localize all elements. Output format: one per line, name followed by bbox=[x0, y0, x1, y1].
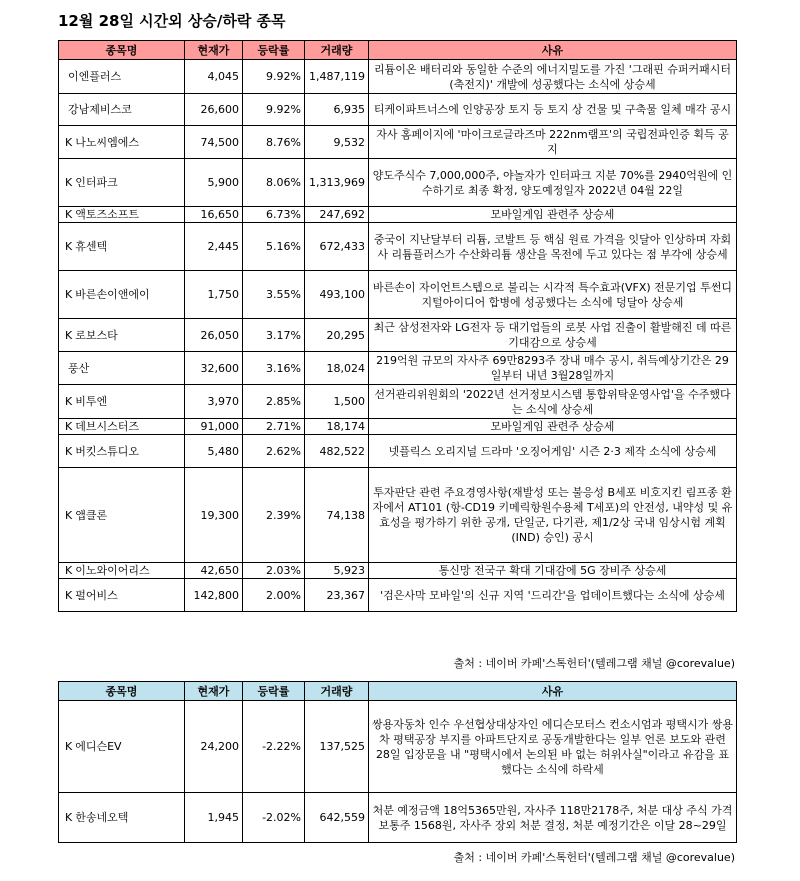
table-row bbox=[59, 563, 737, 579]
stock-name-cell bbox=[59, 319, 185, 352]
header-name: 종목명 bbox=[59, 41, 185, 60]
reason-cell: 최근 삼성전자와 LG전자 등 대기업들의 로봇 사업 진출이 활발해진 데 따른 기대감으로 상승세 bbox=[369, 319, 737, 352]
market-k-mark: K bbox=[65, 176, 73, 189]
price-cell: 142,800 bbox=[185, 579, 243, 612]
price-cell: 91,000 bbox=[185, 419, 243, 435]
stock-name: 데브시스터즈 bbox=[75, 420, 139, 433]
rate-cell: 8.06% bbox=[243, 159, 305, 207]
volume-cell: 18,024 bbox=[305, 352, 369, 385]
market-k-mark: K bbox=[65, 395, 73, 408]
page-title: 12월 28일 시간외 상승/하락 종목 bbox=[58, 12, 286, 30]
stock-name-cell bbox=[59, 419, 185, 435]
table-row bbox=[59, 223, 737, 271]
table-row bbox=[59, 701, 737, 793]
stock-name: 액토즈소프트 bbox=[75, 208, 139, 221]
market-k-mark: K bbox=[65, 288, 73, 301]
stock-name: 인터파크 bbox=[75, 176, 118, 189]
rate-cell: 9.92% bbox=[243, 60, 305, 94]
reason-cell: 양도주식수 7,000,000주, 야놀자가 인터파크 지분 70%를 2940억원에 인수하기로 최종 확정, 양도예정일자 2022년 04월 22일 bbox=[369, 159, 737, 207]
volume-cell: 1,500 bbox=[305, 385, 369, 419]
rate-cell: 3.17% bbox=[243, 319, 305, 352]
reason-cell: 219억원 규모의 자사주 69만8293주 장내 매수 공시, 취득예상기간은 29일부터 내년 3월28일까지 bbox=[369, 352, 737, 385]
volume-cell: 9,532 bbox=[305, 126, 369, 159]
market-k-mark: K bbox=[65, 740, 73, 753]
table-row bbox=[59, 385, 737, 419]
header-rate: 등락률 bbox=[243, 41, 305, 60]
reason-cell: 티케이파트너스에 인양공장 토지 등 토지 상 건물 및 구축물 일체 매각 공시 bbox=[369, 94, 737, 126]
rate-cell: 2.71% bbox=[243, 419, 305, 435]
rate-cell: -2.02% bbox=[243, 793, 305, 843]
reason-cell: 모바일게임 관련주 상승세 bbox=[369, 207, 737, 223]
price-cell: 16,650 bbox=[185, 207, 243, 223]
stock-name: 버킷스튜디오 bbox=[75, 444, 139, 458]
stock-name: 나노씨엠에스 bbox=[75, 135, 139, 149]
stock-name-cell bbox=[59, 435, 185, 468]
volume-cell: 74,138 bbox=[305, 468, 369, 563]
rate-cell: 5.16% bbox=[243, 223, 305, 271]
price-cell: 26,050 bbox=[185, 319, 243, 352]
volume-cell: 20,295 bbox=[305, 319, 369, 352]
stock-name: 에디슨EV bbox=[75, 740, 122, 753]
rate-cell: 2.85% bbox=[243, 385, 305, 419]
volume-cell: 23,367 bbox=[305, 579, 369, 612]
stock-name: 앱클론 bbox=[75, 508, 108, 522]
price-cell: 3,970 bbox=[185, 385, 243, 419]
stock-name-cell bbox=[59, 271, 185, 319]
reason-cell: 투자판단 관련 주요경영사항(재발성 또는 불응성 B세포 비호지킨 림프종 환자에서 AT101 (항-CD19 키메릭항원수용체 T세포)의 안전성, 내약성 및 유효성을 평가하기 위한 공개, 단일군, 다기관, 제1/2상 국내 임상시험 계획(IND) 승인) 공시 bbox=[369, 468, 737, 563]
reason-cell: 모바일게임 관련주 상승세 bbox=[369, 419, 737, 435]
stock-name: 이노와이어리스 bbox=[75, 564, 150, 577]
table-row bbox=[59, 94, 737, 126]
stock-name: 한송네오텍 bbox=[75, 811, 129, 824]
source-note: 출처 : 네이버 카페'스톡헌터'(텔레그램 채널 @corevalue) bbox=[453, 851, 735, 864]
stock-name-cell bbox=[59, 579, 185, 612]
volume-cell: 493,100 bbox=[305, 271, 369, 319]
rate-cell: 2.03% bbox=[243, 563, 305, 579]
market-k-mark: K bbox=[65, 420, 73, 433]
table-row bbox=[59, 435, 737, 468]
price-cell: 26,600 bbox=[185, 94, 243, 126]
market-k-mark: K bbox=[65, 328, 73, 342]
header-reason: 사유 bbox=[369, 682, 737, 701]
stock-name: 비투엔 bbox=[75, 395, 108, 408]
rate-cell: 2.62% bbox=[243, 435, 305, 468]
market-k-mark: K bbox=[65, 240, 73, 253]
price-cell: 1,750 bbox=[185, 271, 243, 319]
rate-cell: 2.00% bbox=[243, 579, 305, 612]
stock-name: 강남제비스코 bbox=[68, 103, 132, 116]
price-cell: 24,200 bbox=[185, 701, 243, 793]
volume-cell: 482,522 bbox=[305, 435, 369, 468]
stock-name-cell bbox=[59, 385, 185, 419]
reason-cell: 선거관리위원회의 '2022년 선거정보시스템 통합위탁운영사업'을 수주했다는 소식에 상승세 bbox=[369, 385, 737, 419]
volume-cell: 6,935 bbox=[305, 94, 369, 126]
stock-name-cell bbox=[59, 60, 185, 94]
market-k-mark: K bbox=[65, 508, 73, 522]
losers-table bbox=[58, 681, 737, 843]
rate-cell: 3.16% bbox=[243, 352, 305, 385]
volume-cell: 247,692 bbox=[305, 207, 369, 223]
price-cell: 32,600 bbox=[185, 352, 243, 385]
price-cell: 5,900 bbox=[185, 159, 243, 207]
source-note: 출처 : 네이버 카페'스톡헌터'(텔레그램 채널 @corevalue) bbox=[453, 657, 735, 670]
stock-name-cell bbox=[59, 563, 185, 579]
header-price: 현재가 bbox=[185, 682, 243, 701]
price-cell: 5,480 bbox=[185, 435, 243, 468]
reason-cell: 바른손이 자이언트스텝으로 불리는 시각적 특수효과(VFX) 전문기업 투썬디지털아이디어 합병에 성공했다는 소식에 덩달아 상승세 bbox=[369, 271, 737, 319]
table-row bbox=[59, 419, 737, 435]
losers-header-row bbox=[59, 682, 737, 701]
header-name: 종목명 bbox=[59, 682, 185, 701]
reason-cell: 넷플릭스 오리지널 드라마 '오징어게임' 시즌 2·3 제작 소식에 상승세 bbox=[369, 435, 737, 468]
price-cell: 42,650 bbox=[185, 563, 243, 579]
table-row bbox=[59, 159, 737, 207]
stock-name-cell bbox=[59, 159, 185, 207]
reason-cell: 쌍용자동차 인수 우선협상대상자인 에디슨모터스 컨소시엄과 평택시가 쌍용차 평택공장 부지를 아파트단지로 공동개발한다는 일부 언론 보도와 관련 28일 입장문을 내 "평택시에서 논의된 바 없는 허위사실"이라고 유감을 표했다는 소식에 하락세 bbox=[369, 701, 737, 793]
reason-cell: 리튬이온 배터리와 동일한 수준의 에너지밀도를 가진 '그래핀 슈퍼커패시터(축전지)' 개발에 성공했다는 소식에 상승세 bbox=[369, 60, 737, 94]
gainers-header-row bbox=[59, 41, 737, 60]
market-k-mark: K bbox=[65, 588, 73, 602]
market-k-mark: K bbox=[65, 444, 73, 458]
rate-cell: 3.55% bbox=[243, 271, 305, 319]
stock-name-cell bbox=[59, 223, 185, 271]
rate-cell: -2.22% bbox=[243, 701, 305, 793]
reason-cell: 통신망 전국구 확대 기대감에 5G 장비주 상승세 bbox=[369, 563, 737, 579]
header-price: 현재가 bbox=[185, 41, 243, 60]
reason-cell: 자사 홈페이지에 '마이크로글라즈마 222nm램프'의 국립전파인증 획득 공지 bbox=[369, 126, 737, 159]
table-row bbox=[59, 207, 737, 223]
volume-cell: 5,923 bbox=[305, 563, 369, 579]
header-volume: 거래량 bbox=[305, 41, 369, 60]
table-row bbox=[59, 468, 737, 563]
volume-cell: 1,487,119 bbox=[305, 60, 369, 94]
gainers-table bbox=[58, 40, 737, 612]
volume-cell: 1,313,969 bbox=[305, 159, 369, 207]
stock-name-cell bbox=[59, 468, 185, 563]
stock-name: 풍산 bbox=[68, 361, 90, 375]
stock-name-cell bbox=[59, 207, 185, 223]
stock-name-cell bbox=[59, 126, 185, 159]
table-row bbox=[59, 271, 737, 319]
market-k-mark: K bbox=[65, 135, 73, 149]
stock-name: 바른손이앤에이 bbox=[75, 288, 150, 301]
stock-name-cell bbox=[59, 94, 185, 126]
stock-name: 펄어비스 bbox=[75, 588, 118, 602]
volume-cell: 18,174 bbox=[305, 419, 369, 435]
table-row bbox=[59, 126, 737, 159]
rate-cell: 2.39% bbox=[243, 468, 305, 563]
rate-cell: 6.73% bbox=[243, 207, 305, 223]
header-volume: 거래량 bbox=[305, 682, 369, 701]
volume-cell: 137,525 bbox=[305, 701, 369, 793]
header-rate: 등락률 bbox=[243, 682, 305, 701]
stock-name: 휴센텍 bbox=[75, 240, 108, 253]
price-cell: 74,500 bbox=[185, 126, 243, 159]
reason-cell: '검은사막 모바일'의 신규 지역 '드리간'을 업데이트했다는 소식에 상승세 bbox=[369, 579, 737, 612]
market-k-mark: K bbox=[65, 208, 73, 221]
reason-cell: 중국이 지난달부터 리튬, 코발트 등 핵심 원료 가격을 잇달아 인상하며 자회사 리튬플러스가 수산화리튬 생산을 목전에 두고 있다는 점 부각에 상승세 bbox=[369, 223, 737, 271]
table-row bbox=[59, 60, 737, 94]
stock-name-cell bbox=[59, 701, 185, 793]
header-reason: 사유 bbox=[369, 41, 737, 60]
market-k-mark: K bbox=[65, 811, 73, 824]
table-row bbox=[59, 579, 737, 612]
market-k-mark: K bbox=[65, 564, 73, 577]
reason-cell: 처분 예정금액 18억5365만원, 자사주 118만2178주, 처분 대상 주식 가격 보통주 1568원, 자사주 장외 처분 결정, 처분 예정기간은 이달 28~29일 bbox=[369, 793, 737, 843]
table-row bbox=[59, 319, 737, 352]
stock-name: 로보스타 bbox=[75, 328, 118, 342]
stock-name: 이엔플러스 bbox=[68, 70, 122, 83]
stock-name-cell bbox=[59, 352, 185, 385]
rate-cell: 8.76% bbox=[243, 126, 305, 159]
rate-cell: 9.92% bbox=[243, 94, 305, 126]
table-row bbox=[59, 352, 737, 385]
stock-name-cell bbox=[59, 793, 185, 843]
price-cell: 4,045 bbox=[185, 60, 243, 94]
volume-cell: 642,559 bbox=[305, 793, 369, 843]
volume-cell: 672,433 bbox=[305, 223, 369, 271]
price-cell: 1,945 bbox=[185, 793, 243, 843]
table-row bbox=[59, 793, 737, 843]
price-cell: 2,445 bbox=[185, 223, 243, 271]
price-cell: 19,300 bbox=[185, 468, 243, 563]
